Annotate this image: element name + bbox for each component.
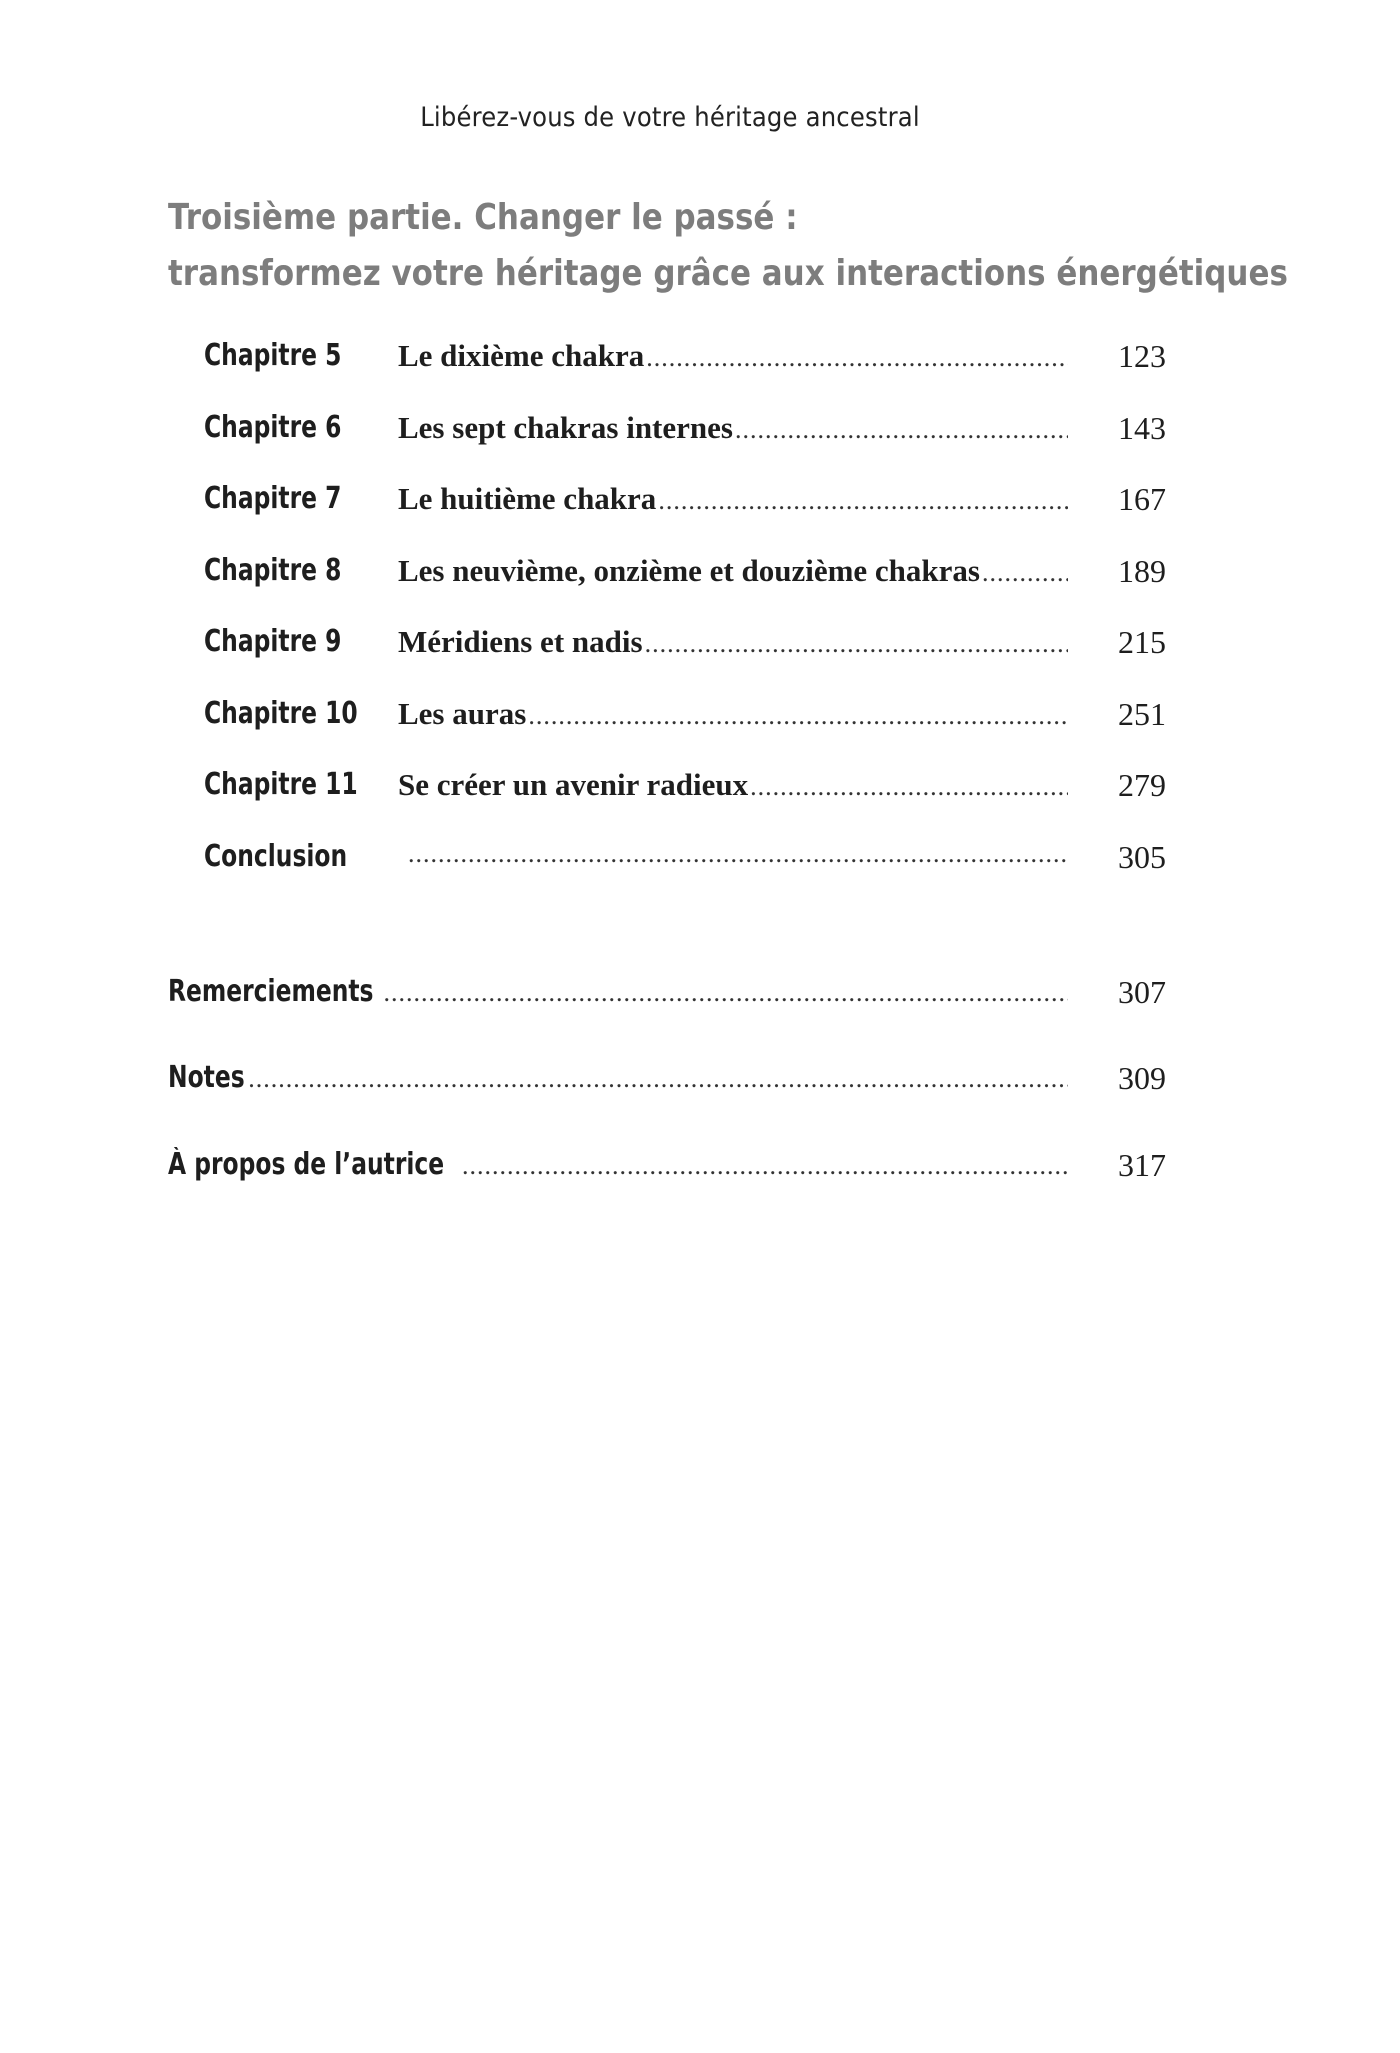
chapter-label: Chapitre 5 [204, 338, 342, 373]
chapter-label: Chapitre 6 [204, 410, 342, 445]
page-number: 143 [1118, 410, 1166, 446]
dot-leader [750, 772, 1068, 802]
chapter-label: Chapitre 9 [204, 624, 342, 659]
part-title-line-1: Troisième partie. Changer le passé : [168, 197, 798, 238]
dot-leader [645, 629, 1068, 659]
part-title-line-2: transformez votre héritage grâce aux interactions énergétiques [168, 253, 1288, 294]
dot-leader [646, 343, 1068, 373]
page-number: 215 [1118, 624, 1166, 660]
page-number: 305 [1118, 839, 1166, 875]
page-number: 317 [1118, 1147, 1166, 1183]
chapter-title: Méridiens et nadis [398, 624, 643, 659]
page-number: 279 [1118, 767, 1166, 803]
chapter-label: Conclusion [204, 839, 348, 874]
chapter-label: Chapitre 10 [204, 696, 358, 731]
dot-leader [383, 978, 1068, 1008]
chapter-title: Les neuvième, onzième et douzième chakras [398, 553, 980, 588]
page-number: 123 [1118, 338, 1166, 374]
chapter-label: Chapitre 8 [204, 553, 342, 588]
dot-leader [528, 701, 1068, 731]
dot-leader [408, 839, 1068, 869]
part-title [168, 190, 1288, 302]
page-number: 251 [1118, 696, 1166, 732]
chapter-title: Se créer un avenir radieux [398, 767, 749, 802]
chapter-title: Les sept chakras internes [398, 410, 733, 445]
dot-leader [658, 486, 1068, 516]
page-number: 309 [1118, 1060, 1166, 1096]
chapter-title: Les auras [398, 696, 527, 731]
page-number: 307 [1118, 974, 1166, 1010]
page-number: 189 [1118, 553, 1166, 589]
back-matter-label: Notes [168, 1060, 245, 1095]
chapter-title: Le dixième chakra [398, 338, 645, 373]
chapter-label: Chapitre 7 [204, 481, 342, 516]
back-matter-label: À propos de l’autrice [168, 1147, 445, 1182]
chapter-label: Chapitre 11 [204, 767, 358, 802]
chapter-title: Le huitième chakra [398, 481, 657, 516]
dot-leader [248, 1064, 1068, 1094]
running-header: Libérez-vous de votre héritage ancestral [420, 102, 920, 133]
dot-leader [462, 1151, 1068, 1181]
dot-leader [982, 558, 1068, 588]
dot-leader [735, 415, 1068, 445]
back-matter-label: Remerciements [168, 974, 374, 1009]
page-number: 167 [1118, 481, 1166, 517]
